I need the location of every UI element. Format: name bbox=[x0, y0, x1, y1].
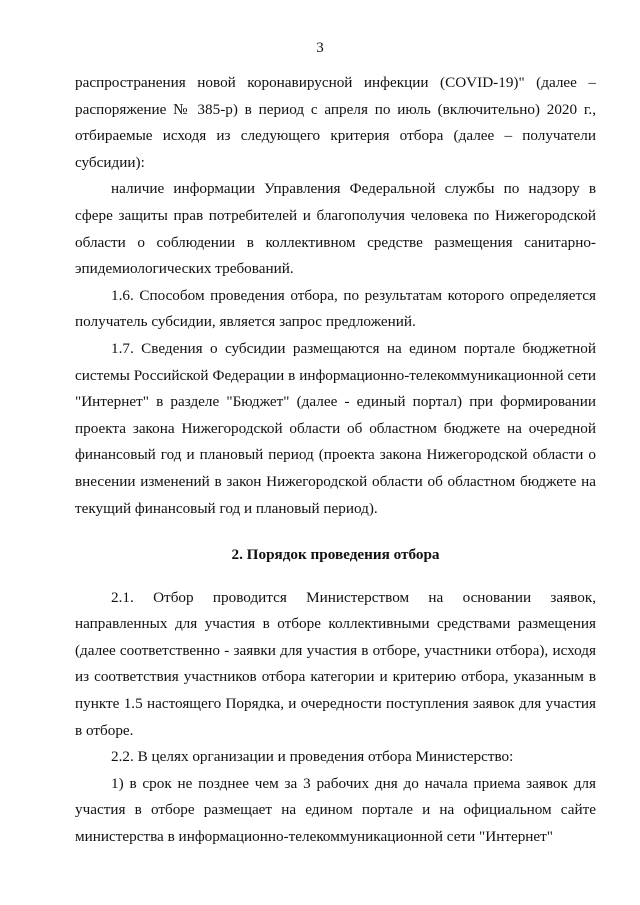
page-number: 3 bbox=[316, 40, 324, 56]
paragraph: 2.2. В целях организации и проведения отбора Министерство: bbox=[111, 748, 514, 766]
paragraph: 1) в срок не позднее чем за 3 рабочих дня до начала приема заявок для участия в отборе размещает на едином портале и на официальном сайте министерства в информационно-телекоммуникационной сети "Интернет" bbox=[75, 774, 596, 846]
paragraph: 2.1. Отбор проводится Министерством на основании заявок, направленных для участия в отборе коллективными средствами размещения (далее соответственно - заявки для участия в отборе, участники отбора), исходя из соответствия участников отбора категории и критерию отбора, указанным в пункте 1.5 настоящего Порядка, и очередности поступления заявок для участия в отборе. bbox=[75, 588, 596, 739]
paragraph: 1.7. Сведения о субсидии размещаются на едином портале бюджетной системы Российской Федерации в информационно-телекоммуникационной сети "Интернет" в разделе "Бюджет" (далее - единый портал) при формировании проекта закона Нижегородской области об областном бюджете на очередной финансовый год и плановый период (проекта закона Нижегородской области о внесении изменений в закон Нижегородской области об областном бюджете на текущий финансовый год и плановый период). bbox=[75, 339, 596, 517]
paragraph: наличие информации Управления Федеральной службы по надзору в сфере защиты прав потребителей и благополучия человека по Нижегородской области о соблюдении в коллективном средстве размещения санитарно-эпидемиологических требований. bbox=[75, 180, 596, 278]
paragraph: 1.6. Способом проведения отбора, по результатам которого определяется получатель субсидии, является запрос предложений. bbox=[75, 286, 596, 331]
paragraph: распространения новой коронавирусной инфекции (COVID-19)" (далее – распоряжение № 385-р) в период с апреля по июль (включительно) 2020 г., отбираемые исходя из следующего критерия отбора (далее – получатели субсидии): bbox=[75, 74, 596, 171]
document-body bbox=[75, 70, 596, 851]
section-heading: 2. Порядок проведения отбора bbox=[231, 546, 440, 564]
